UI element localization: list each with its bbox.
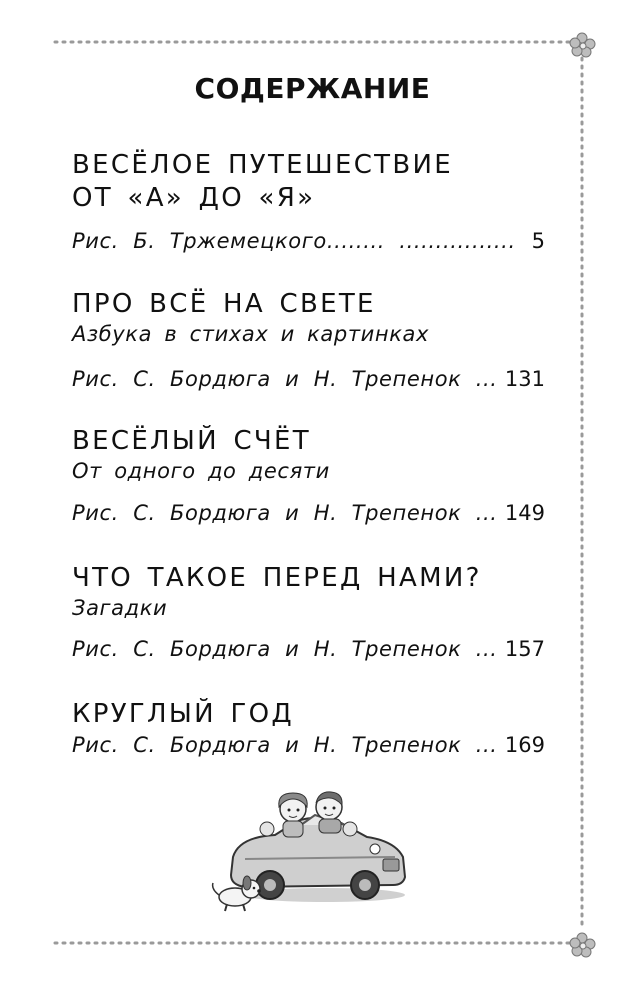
entry-2-page-number: 131 bbox=[504, 367, 545, 391]
flower-ornament-top bbox=[570, 33, 595, 57]
entry-2-subtitle: Азбука в стихах и картинках bbox=[72, 322, 430, 346]
entry-2-credit: Рис. С. Бордюга и Н. Трепенок ... bbox=[72, 367, 498, 391]
entry-1-heading-line-1: ВЕСЁЛОЕ ПУТЕШЕСТВИЕ bbox=[72, 150, 453, 180]
flower-ornament-bottom bbox=[570, 933, 595, 957]
entry-1-heading-line-2: ОТ «А» ДО «Я» bbox=[72, 183, 316, 213]
entry-3-subtitle: От одного до десяти bbox=[72, 459, 330, 483]
entry-4-heading: ЧТО ТАКОЕ ПЕРЕД НАМИ? bbox=[72, 563, 482, 593]
entry-3-heading: ВЕСЁЛЫЙ СЧЁТ bbox=[72, 426, 311, 456]
entry-4-credit: Рис. С. Бордюга и Н. Трепенок ... bbox=[72, 637, 498, 661]
entry-5-page-number: 169 bbox=[504, 733, 545, 757]
page-title: СОДЕРЖАНИЕ bbox=[194, 72, 431, 105]
entry-4-subtitle: Загадки bbox=[72, 596, 168, 620]
entry-4-page-number: 157 bbox=[504, 637, 545, 661]
entry-1-credit: Рис. Б. Тржемецкого........ ................ bbox=[72, 229, 516, 253]
entry-5-credit: Рис. С. Бордюга и Н. Трепенок ... bbox=[72, 733, 498, 757]
entry-3-page-number: 149 bbox=[504, 501, 545, 525]
entry-3-credit: Рис. С. Бордюга и Н. Трепенок ... bbox=[72, 501, 498, 525]
entry-1-page-number: 5 bbox=[531, 229, 545, 253]
entry-5-heading: КРУГЛЫЙ ГОД bbox=[72, 699, 294, 729]
car-illustration bbox=[205, 785, 410, 915]
entry-2-heading: ПРО ВСЁ НА СВЕТЕ bbox=[72, 289, 376, 319]
